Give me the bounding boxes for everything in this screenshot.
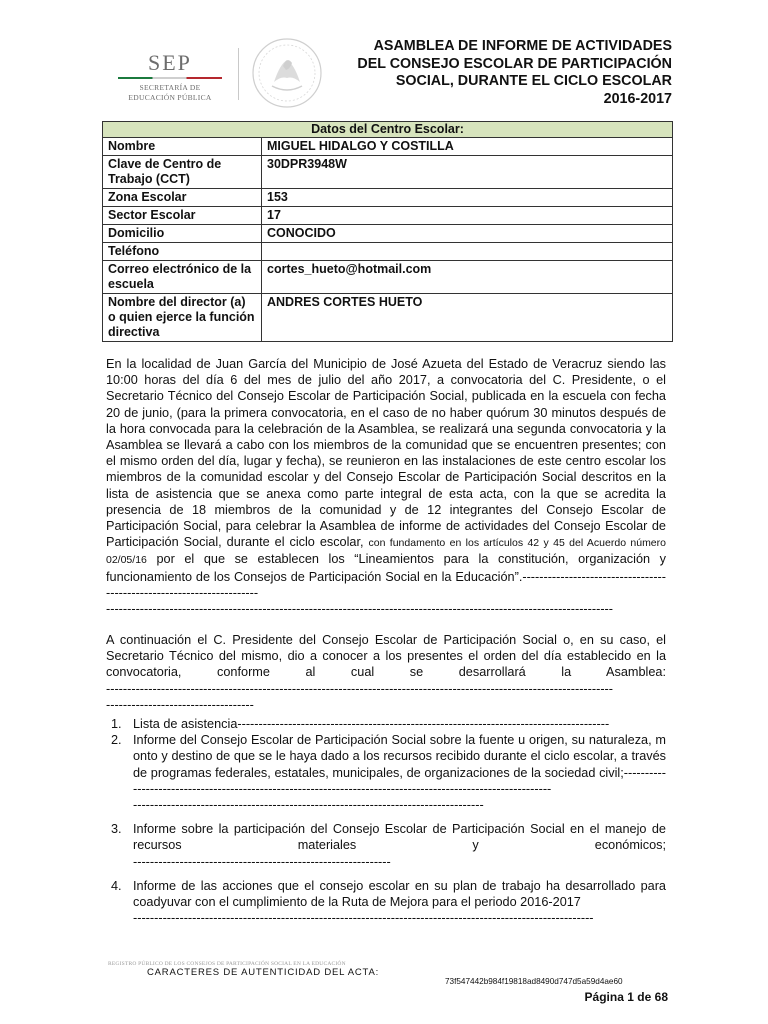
row-label-zona: Zona Escolar	[103, 189, 262, 207]
page-current: 1	[627, 990, 634, 1004]
sep-logo-text: SEP	[148, 50, 192, 75]
page-prefix: Página	[584, 990, 624, 1004]
list-item-text: Lista de asistencia----------------------------------------------------------------------------------------	[133, 717, 610, 731]
table-row	[103, 189, 673, 207]
list-item-text: Informe de las acciones que el consejo escolar en su plan de trabajo ha desarrollado para coadyuvar con el cumplimiento de la Ruta de Mejora para el periodo 2016-2017	[133, 878, 666, 910]
authenticity-hash: 73f547442b984f19818ad8490d747d5a59d4ae60	[445, 977, 623, 986]
table-heading: Datos del Centro Escolar:	[103, 122, 673, 138]
page-of: de	[637, 990, 652, 1004]
title-line-4: 2016-2017	[603, 90, 672, 107]
sep-logo-subtitle-2: EDUCACIÓN PÚBLICA	[128, 93, 212, 102]
list-item-number: 3.	[111, 822, 122, 837]
national-seal-icon	[250, 36, 324, 110]
row-value-correo: cortes_hueto@hotmail.com	[262, 261, 673, 294]
title-line-3: SOCIAL, DURANTE EL CICLO ESCOLAR	[395, 73, 672, 89]
page-total: 68	[654, 990, 668, 1004]
list-item-tail: -----------------------------------------------------------------------------------	[133, 798, 484, 813]
list-item-tail: -------------------------------------------------------------------------------------------------------------	[133, 911, 594, 926]
list-item	[106, 716, 666, 732]
table-row	[103, 138, 673, 156]
document-title	[332, 38, 672, 108]
sep-logo	[110, 40, 250, 110]
list-item-number: 1.	[111, 717, 122, 731]
separator-line: ------------------------------------------------------------------------------------------------------------------------	[106, 602, 614, 617]
row-label-nombre: Nombre	[103, 138, 262, 156]
list-item-number: 2.	[111, 733, 122, 748]
list-item	[106, 821, 666, 870]
paragraph-2	[106, 632, 666, 713]
row-label-director: Nombre del director (a) o quien ejerce la función directiva	[103, 294, 262, 342]
row-value-domicilio: CONOCIDO	[262, 225, 673, 243]
row-label-cct: Clave de Centro de Trabajo (CCT)	[103, 156, 262, 189]
row-value-director: ANDRES CORTES HUETO	[262, 294, 673, 342]
list-item	[106, 878, 666, 927]
list-item	[106, 732, 666, 813]
title-line-1: ASAMBLEA DE INFORME DE ACTIVIDADES	[373, 38, 672, 54]
registry-footer: REGISTRO PÚBLICO DE LOS CONSEJOS DE PARTICIPACIÓN SOCIAL EN LA EDUCACIÓN	[108, 961, 346, 967]
school-data-table	[102, 121, 673, 342]
table-header-row	[103, 122, 673, 138]
paragraph-2-text: A continuación el C. Presidente del Consejo Escolar de Participación Social o, en su caso, el Secretario Técnico del mismo, dio a conocer a los presentes el orden del día establecido en la convocatoria, conforme al cual se desarrollará la Asamblea:	[106, 633, 666, 680]
list-item-text: Informe sobre la participación del Consejo Escolar de Participación Social en el manejo de recursos materiales y económicos;	[133, 822, 666, 853]
agenda-list	[106, 716, 666, 926]
list-item-number: 4.	[111, 878, 122, 893]
paragraph-2-dash-2: -----------------------------------	[106, 697, 254, 712]
paragraph-1-end: por el que se establecen los “Lineamientos para la constitución, organización y funcionamiento de los Consejos de Participación Social en la Educación”.----------------------------------------------------------------------	[106, 552, 666, 600]
page-number	[585, 990, 668, 1004]
row-label-sector: Sector Escolar	[103, 207, 262, 225]
row-label-domicilio: Domicilio	[103, 225, 262, 243]
paragraph-1-legal-basis: con fundamento en los artículos 42 y 45 del Acuerdo número 02/05/16	[106, 537, 666, 567]
table-row	[103, 261, 673, 294]
row-value-telefono	[262, 243, 673, 261]
row-value-zona: 153	[262, 189, 673, 207]
authenticity-label: CARACTERES DE AUTENTICIDAD DEL ACTA:	[147, 967, 380, 978]
paragraph-2-dash-1: ------------------------------------------------------------------------------------------------------------------------	[106, 681, 614, 696]
list-item-tail: -------------------------------------------------------------	[133, 854, 391, 869]
logo-divider	[238, 48, 239, 100]
table-row	[103, 243, 673, 261]
title-line-2: DEL CONSEJO ESCOLAR DE PARTICIPACIÓN	[357, 55, 672, 72]
paragraph-1	[106, 356, 666, 617]
row-value-cct: 30DPR3948W	[262, 156, 673, 189]
table-row	[103, 156, 673, 189]
table-row	[103, 294, 673, 342]
table-row	[103, 225, 673, 243]
row-value-nombre: MIGUEL HIDALGO Y COSTILLA	[262, 138, 673, 156]
row-value-sector: 17	[262, 207, 673, 225]
row-label-correo: Correo electrónico de la escuela	[103, 261, 262, 294]
sep-logo-tricolor-bar	[118, 77, 222, 79]
list-item-text: Informe del Consejo Escolar de Participación Social sobre la fuente u origen, su naturaleza, monto y destino de que se le haya dado a los recursos recibido durante el ciclo escolar, a través de programas federales, estatales, municipales, de organizaciones de la sociedad civil;-------------------------------------------------------------------------------------------------------------	[133, 733, 666, 796]
table-row	[103, 207, 673, 225]
paragraph-1-main: En la localidad de Juan García del Municipio de José Azueta del Estado de Veracruz siendo las 10:00 horas del día 6 del mes de julio del año 2017, a convocatoria del C. Presidente, o el Secretario Técnico del Consejo Escolar de Participación Social, publicada en la escuela con fecha 20 de junio, (para la primera convocatoria, en el caso de no haber quórum 30 minutos después de la hora convocada para la celebración de la Asamblea, se realizará una segunda convocatoria y la Asamblea se llevará a cabo con los miembros de la comunidad que se encuentren presentes; con el mismo orden del día, lugar y fecha), se reunieron en las instalaciones de este centro escolar los miembros de la comunidad escolar y del Consejo Escolar de Participación Social descritos en la lista de asistencia que se anexa como parte integral de esta acta, con la que se acredita la presencia de 18 miembros de la comunidad y de 12 integrantes del Consejo Escolar de Participación Social, para celebrar la Asamblea de informe de actividades del Consejo Escolar de Participación Social, durante el ciclo escolar,	[106, 357, 666, 550]
row-label-telefono: Teléfono	[103, 243, 262, 261]
sep-logo-subtitle-1: SECRETARÍA DE	[139, 83, 201, 92]
